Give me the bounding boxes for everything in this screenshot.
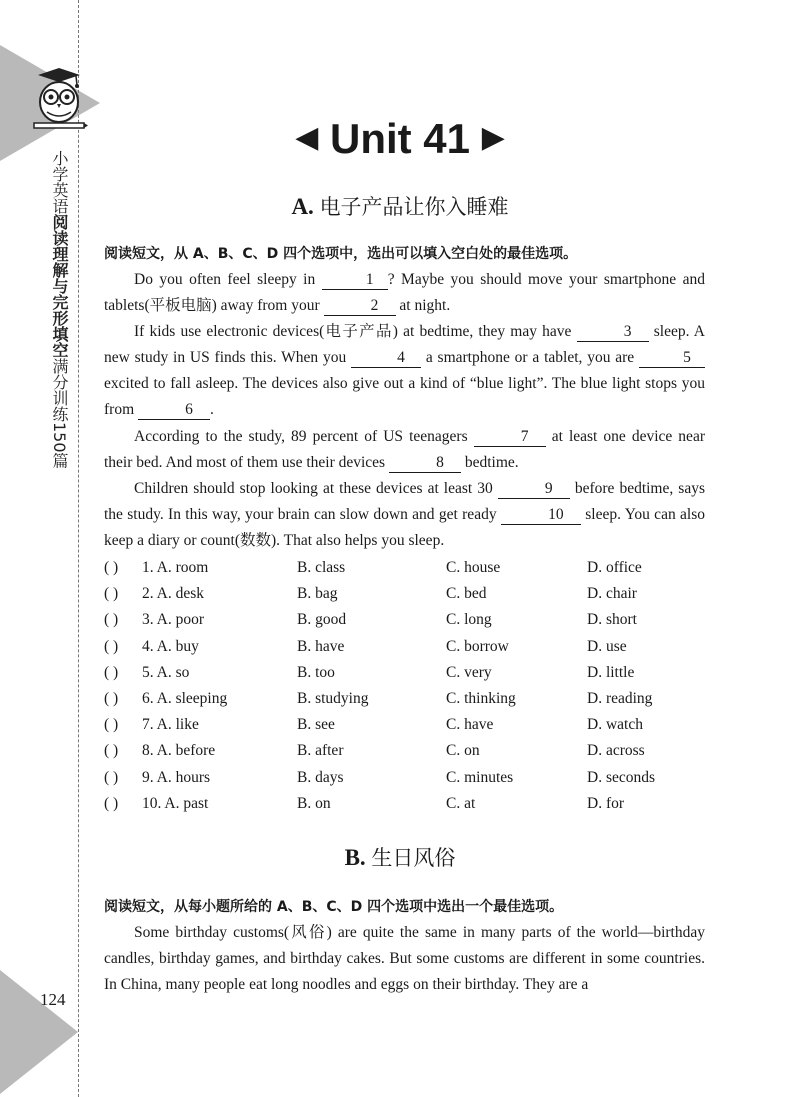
section-a-passage (104, 267, 705, 554)
answer-box[interactable]: ( ) (104, 742, 119, 760)
option-d: D. reading (587, 689, 653, 707)
paragraph-b-1: Some birthday customs(风俗) are quite the same in many parts of the world—birthday candles, birthday games, and birthday cakes. But some customs are different in some countries. In China, many people eat long noodles and eggs on their birthday. They are a (104, 924, 705, 994)
question-row (104, 791, 705, 817)
option-d: D. seconds (587, 768, 656, 786)
blank-7: 7 (474, 428, 546, 447)
option-a: 8. A. before (142, 742, 216, 760)
paragraph-3: According to the study, 89 percent of US teenagers 7 at least one device near their bed. And most of them use their devices 8 bedtime. (104, 427, 705, 471)
answer-box[interactable]: ( ) (104, 794, 119, 812)
blank-3: 3 (577, 323, 649, 342)
option-c: C. minutes (446, 768, 514, 786)
option-a: 4. A. buy (142, 637, 199, 655)
option-d: D. short (587, 611, 637, 629)
section-b-instruction: 阅读短文，从每小题所给的 A、B、C、D 四个选项中选出一个最佳选项。 (104, 899, 564, 915)
option-c: C. house (446, 559, 501, 576)
section-a-instruction: 阅读短文，从 A、B、C、D 四个选项中，选出可以填入空白处的最佳选项。 (104, 246, 578, 262)
option-a: 2. A. desk (142, 585, 204, 603)
option-d: D. little (587, 663, 635, 681)
question-row (104, 634, 705, 660)
answer-options (104, 555, 705, 817)
blank-10: 10 (501, 506, 581, 525)
option-b: B. too (297, 663, 335, 681)
option-a: 10. A. past (142, 794, 209, 812)
blank-4: 4 (351, 349, 421, 368)
answer-box[interactable]: ( ) (104, 611, 119, 629)
option-b: B. days (297, 768, 344, 786)
option-c: C. have (446, 716, 494, 734)
option-b: B. after (297, 742, 344, 760)
blank-5: 5 (639, 349, 705, 368)
page-number: 124 (40, 990, 66, 1009)
question-row (104, 607, 705, 633)
left-arrow-icon: ◀ (295, 121, 319, 154)
option-c: C. at (446, 794, 476, 812)
answer-box[interactable]: ( ) (104, 663, 119, 681)
blank-9: 9 (498, 480, 570, 499)
unit-title-text: Unit 41 (329, 115, 471, 162)
option-b: B. bag (297, 585, 338, 603)
corner-triangle-bottom (0, 970, 78, 1094)
option-c: C. long (446, 611, 492, 629)
answer-box[interactable]: ( ) (104, 585, 119, 603)
option-a: 1. A. room (142, 559, 209, 576)
option-d: D. watch (587, 716, 643, 734)
option-d: D. use (587, 637, 627, 655)
option-a: 7. A. like (142, 716, 199, 734)
option-d: D. chair (587, 585, 637, 603)
option-b: B. class (297, 559, 346, 576)
option-c: C. bed (446, 585, 487, 603)
paragraph-1: Do you often feel sleepy in 1 ? Maybe you should move your smartphone and tablets(平板电脑) away from your 2 at night. (104, 271, 705, 315)
option-d: D. across (587, 742, 645, 760)
answer-box[interactable]: ( ) (104, 768, 119, 786)
option-c: C. very (446, 663, 492, 681)
option-c: C. thinking (446, 689, 516, 707)
option-a: 9. A. hours (142, 768, 211, 786)
right-arrow-icon: ▶ (481, 121, 505, 154)
option-a: 6. A. sleeping (142, 689, 228, 707)
section-b-title: B. 生日风俗 (344, 845, 456, 870)
paragraph-4: Children should stop looking at these devices at least 30 9 before bedtime, says the study. In this way, your brain can slow down and get ready 10 sleep. You can also keep a diary or count(数数). That also helps you sleep. (104, 479, 705, 549)
blank-8: 8 (389, 454, 461, 473)
option-b: B. good (297, 611, 347, 629)
answer-box[interactable]: ( ) (104, 716, 119, 734)
blank-1: 1 (322, 271, 388, 290)
option-c: C. on (446, 742, 480, 760)
answer-box[interactable]: ( ) (104, 637, 119, 655)
question-row (104, 738, 705, 764)
option-b: B. studying (297, 689, 369, 707)
question-row (104, 581, 705, 607)
book-series-title: 小学英语阅读理解与完形填空满分训练150篇 (50, 150, 69, 469)
question-row (104, 555, 705, 581)
question-row (104, 686, 705, 712)
paragraph-2: If kids use electronic devices(电子产品) at bedtime, they may have 3 sleep. A new study in US finds this. When you 4 a smartphone or a tablet, you are 5 excited to fall asleep. The devices also give out a kind of “blue light”. The blue light stops you from 6 . (104, 323, 705, 419)
question-row (104, 765, 705, 791)
section-a-title: A. 电子产品让你入睡难 (291, 194, 509, 219)
answer-box[interactable]: ( ) (104, 689, 119, 707)
blank-2: 2 (324, 297, 396, 316)
question-row (104, 712, 705, 738)
question-row (104, 660, 705, 686)
section-b-passage (104, 920, 705, 998)
option-b: B. see (297, 716, 335, 734)
option-c: C. borrow (446, 637, 509, 655)
option-b: B. on (297, 794, 331, 812)
option-d: D. office (587, 559, 642, 576)
option-a: 5. A. so (142, 663, 190, 681)
answer-box[interactable]: ( ) (104, 559, 119, 576)
option-a: 3. A. poor (142, 611, 204, 629)
unit-title (0, 112, 800, 165)
option-d: D. for (587, 794, 625, 812)
option-b: B. have (297, 637, 345, 655)
blank-6: 6 (138, 401, 210, 420)
